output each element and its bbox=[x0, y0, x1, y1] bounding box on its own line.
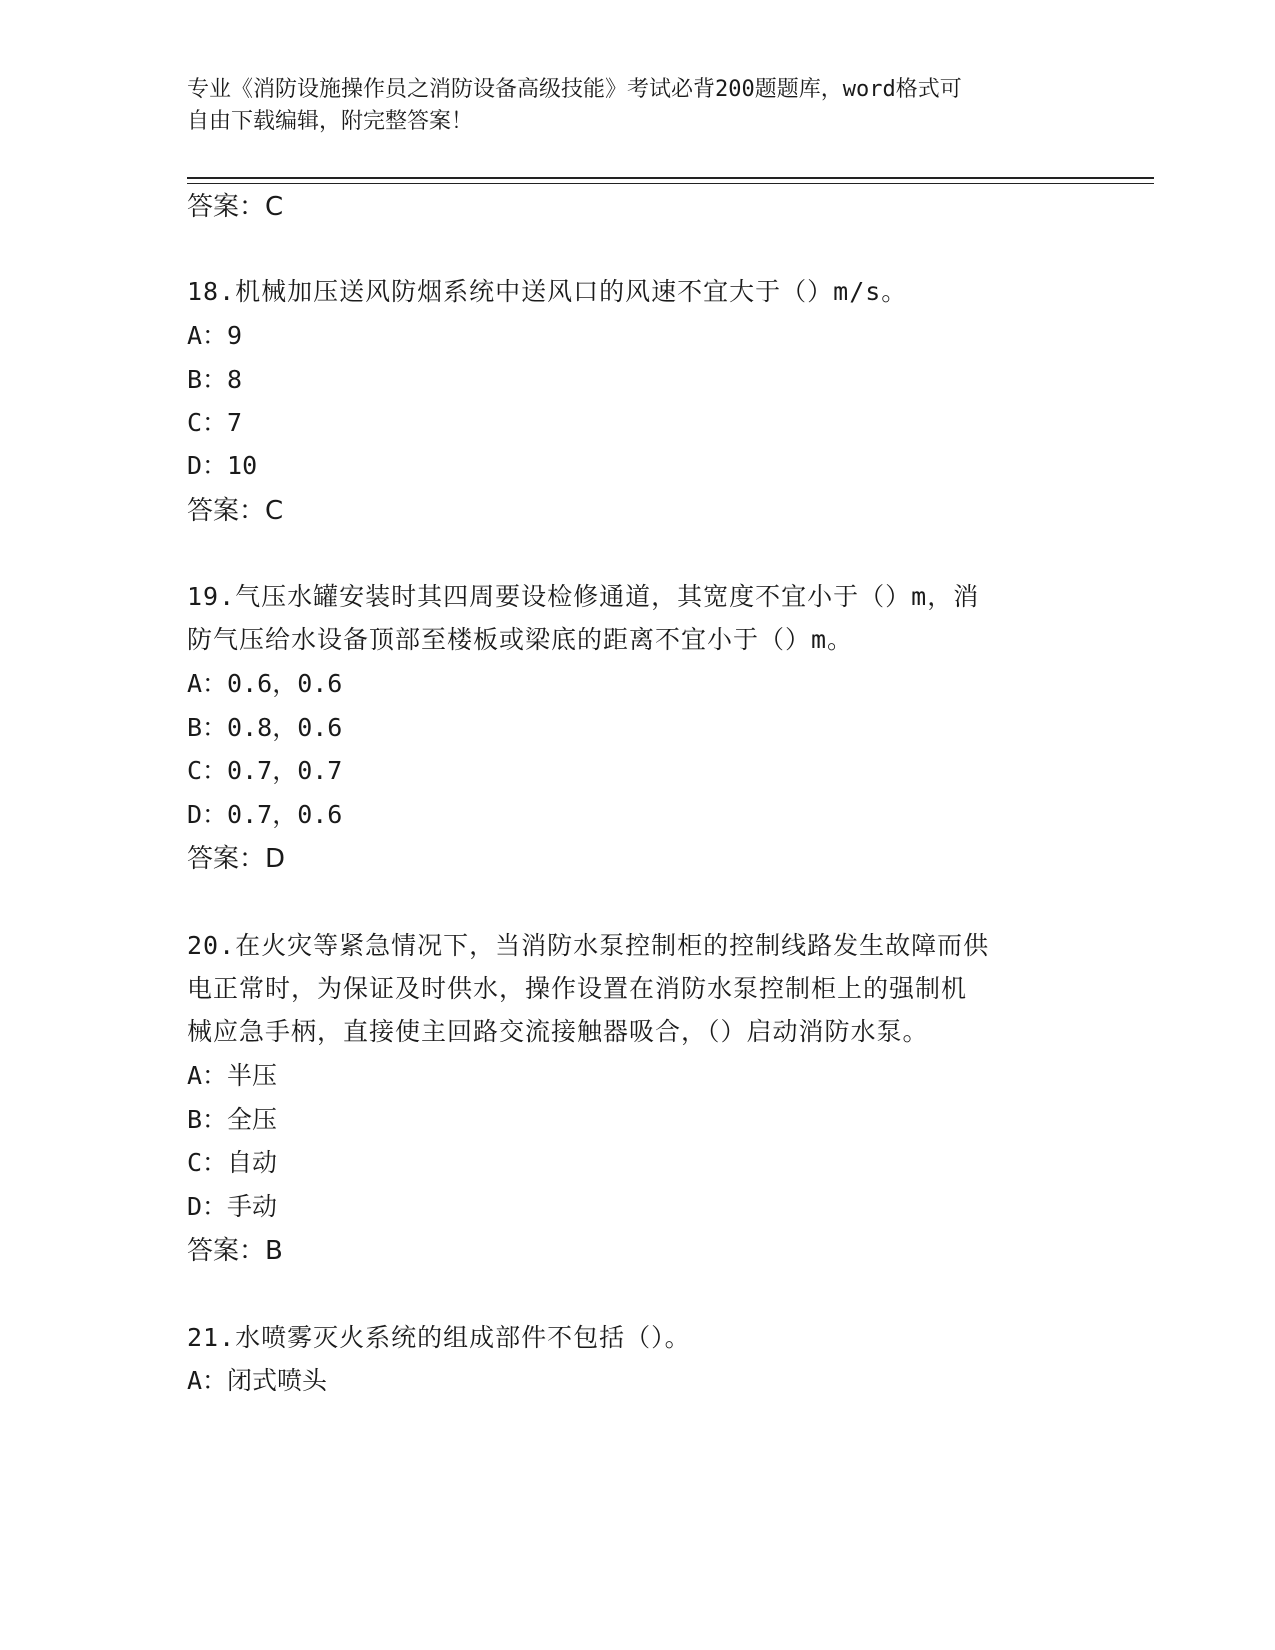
option-d: D：0.7，0.6 bbox=[187, 800, 343, 829]
option-c: C：7 bbox=[187, 408, 243, 437]
answer: 答案：B bbox=[187, 1236, 283, 1266]
option-a: A：闭式喷头 bbox=[187, 1366, 328, 1395]
option-a: A：0.6，0.6 bbox=[187, 669, 343, 698]
option-b: B：0.8，0.6 bbox=[187, 713, 343, 742]
option-a: A：半压 bbox=[187, 1061, 278, 1090]
header-divider bbox=[187, 177, 1154, 179]
option-d: D：10 bbox=[187, 451, 258, 480]
document-header bbox=[187, 74, 1087, 138]
option-d: D：手动 bbox=[187, 1192, 278, 1221]
question-stem-line-1: 19.气压水罐安装时其四周要设检修通道，其宽度不宜小于（）m，消 bbox=[187, 582, 980, 611]
option-a: A：9 bbox=[187, 321, 243, 350]
previous-answer: 答案：C bbox=[187, 192, 284, 222]
question-stem-line-2: 防气压给水设备顶部至楼板或梁底的距离不宜小于（）m。 bbox=[187, 625, 854, 654]
header-line-1: 专业《消防设施操作员之消防设备高级技能》考试必背200题题库，word格式可 bbox=[187, 77, 962, 102]
option-c: C：0.7，0.7 bbox=[187, 756, 343, 785]
question-stem: 18.机械加压送风防烟系统中送风口的风速不宜大于（）m/s。 bbox=[187, 277, 908, 306]
option-b: B：全压 bbox=[187, 1105, 278, 1134]
answer: 答案：D bbox=[187, 844, 286, 874]
header-line-2: 自由下载编辑，附完整答案！ bbox=[187, 109, 474, 134]
option-c: C：自动 bbox=[187, 1148, 278, 1177]
header-divider-thin bbox=[187, 183, 1154, 184]
question-stem-line-1: 20.在火灾等紧急情况下，当消防水泵控制柜的控制线路发生故障而供 bbox=[187, 931, 990, 960]
question-stem-line-3: 械应急手柄，直接使主回路交流接触器吸合，（）启动消防水泵。 bbox=[187, 1017, 929, 1046]
option-b: B：8 bbox=[187, 365, 243, 394]
answer: 答案：C bbox=[187, 496, 284, 526]
question-stem-line-2: 电正常时，为保证及时供水，操作设置在消防水泵控制柜上的强制机 bbox=[187, 974, 968, 1003]
question-stem: 21.水喷雾灭火系统的组成部件不包括（）。 bbox=[187, 1323, 691, 1352]
